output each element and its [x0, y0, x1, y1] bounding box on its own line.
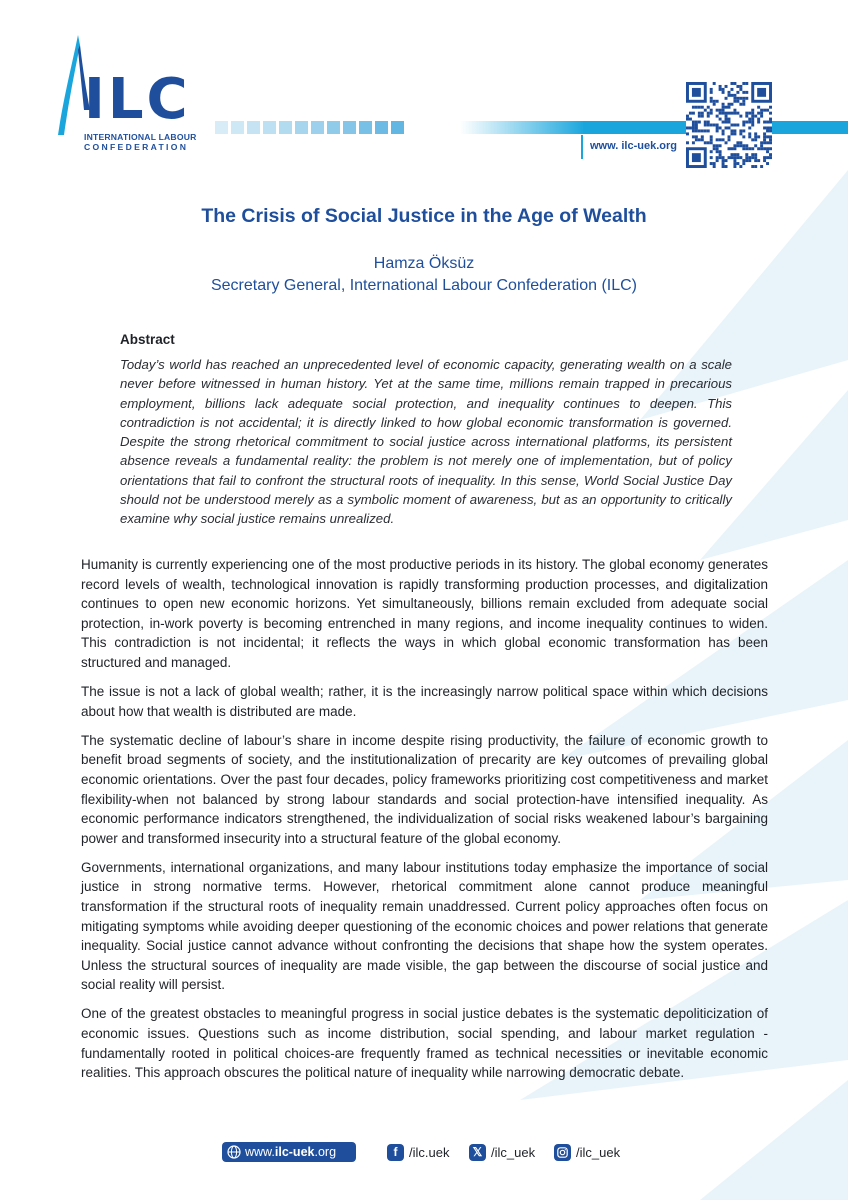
body-paragraph: The systematic decline of labour’s share in income despite rising productivity, the failure of economic growth to benefit broad segments of society, and the institutionalization of precarity are key outcomes of prevailing global economic orientations. Over the past four decades, policy frameworks prioritizing cost competitiveness and market flexibility-when not balanced by strong labour standards and social protection-have intensified inequality. As economic performance indicators strengthened, the individualization of social risks weakened labour’s bargaining power and transformed insecurity into a structural feature of the global economy. — [81, 732, 768, 846]
logo-wordmark: ILC — [84, 67, 191, 132]
header-website-link[interactable]: www. ilc-uek.org — [590, 140, 677, 152]
header-dash — [231, 121, 244, 134]
qr-code-icon[interactable] — [686, 82, 772, 168]
header-dash — [359, 121, 372, 134]
ilc-logo — [50, 35, 200, 152]
url-divider — [581, 135, 583, 159]
body-paragraph: Humanity is currently experiencing one of the most productive periods in its history. The global economy generates record levels of wealth, technological innovation is rapidly transforming production processes, and digitalization continues to open new economic horizons. Yet simultaneously, billions remain excluded from adequate social protection, in-work poverty is becoming entrenched in many regions, and income inequality continues to widen. This contradiction is not incidental; it reflects the ways in which global economic transformation has been structured and managed. — [81, 557, 768, 670]
header-dash — [375, 121, 388, 134]
instagram-icon — [554, 1144, 571, 1161]
globe-icon — [227, 1145, 241, 1159]
header-dash-row — [215, 121, 404, 134]
author-name: Hamza Öksüz — [373, 255, 475, 272]
footer-facebook-link[interactable] — [387, 1142, 449, 1162]
author-role: Secretary General, International Labour Confederation (ILC) — [210, 277, 637, 294]
header-dash — [327, 121, 340, 134]
header-dash — [215, 121, 228, 134]
article-title: The Crisis of Social Justice in the Age of Wealth — [201, 205, 647, 227]
body-paragraph: Governments, international organizations, and many labour institutions today emphasize the importance of social justice in strong normative terms. However, rhetorical commitment alone cannot produce meaningful transformation if the structural roots of inequality remain unaddressed. Current policy approaches often focus on mitigating symptoms while avoiding deeper questioning of the economic choices and power relations that generate inequality. Social justice cannot advance without confronting the decisions that shape how the system operates. Unless the structural sources of inequality are made visible, the gap between the discourse of social justice and social reality will persist. — [81, 859, 768, 993]
body-paragraph: One of the greatest obstacles to meaningful progress in social justice debates is the systematic depoliticization of economic issues. Questions such as income distribution, social spending, and labour market regulation -fundamentally rooted in political choices-are frequently framed as technical necessities or inevitable economic realities. This approach obscures the political nature of inequality while narrowing democratic debate. — [81, 1006, 768, 1081]
header-dash — [263, 121, 276, 134]
abstract-heading: Abstract — [120, 332, 175, 347]
x-handle: /ilc_uek — [491, 1144, 536, 1160]
footer-instagram-link[interactable] — [554, 1142, 620, 1162]
article-body — [81, 555, 768, 1092]
header-dash — [311, 121, 324, 134]
header-dash — [247, 121, 260, 134]
footer-website-prefix: www. — [245, 1145, 275, 1159]
header-dash — [295, 121, 308, 134]
footer-website-suffix: .org — [314, 1145, 337, 1159]
footer-website-domain: ilc-uek — [274, 1145, 315, 1159]
header-dash — [279, 121, 292, 134]
instagram-handle: /ilc_uek — [576, 1144, 621, 1160]
facebook-handle: /ilc.uek — [409, 1144, 450, 1160]
footer-website-link[interactable] — [222, 1142, 356, 1162]
logo-subtitle-line2: CONFEDERATION — [84, 142, 189, 152]
x-icon: 𝕏 — [469, 1144, 486, 1161]
header-bar-fade — [460, 121, 585, 134]
facebook-icon: f — [387, 1144, 404, 1161]
abstract-text: Today’s world has reached an unprecedented level of economic capacity, generating wealth on a scale never before witnessed in human history. Yet at the same time, millions remain trapped in precarious employment, billions lack adequate social protection, and inequality continues to deepen. This contradiction is not accidental; it is directly linked to how global economic transformation is governed. Despite the strong rhetorical commitment to social justice across international platforms, its persistent absence reveals a fundamental reality: the problem is not merely one of implementation, but of policy orientations that fail to confront the structural roots of inequality. In this sense, World Social Justice Day should not be understood merely as a symbolic moment of awareness, but as an opportunity to critically examine why social justice remains unrealized. — [120, 357, 732, 527]
logo-subtitle-line1: INTERNATIONAL LABOUR — [84, 132, 197, 142]
footer-x-link[interactable] — [469, 1142, 535, 1162]
header-dash — [391, 121, 404, 134]
body-paragraph: The issue is not a lack of global wealth; rather, it is the increasingly narrow political space within which decisions about how that wealth is distributed are made. — [81, 684, 768, 719]
header-dash — [343, 121, 356, 134]
